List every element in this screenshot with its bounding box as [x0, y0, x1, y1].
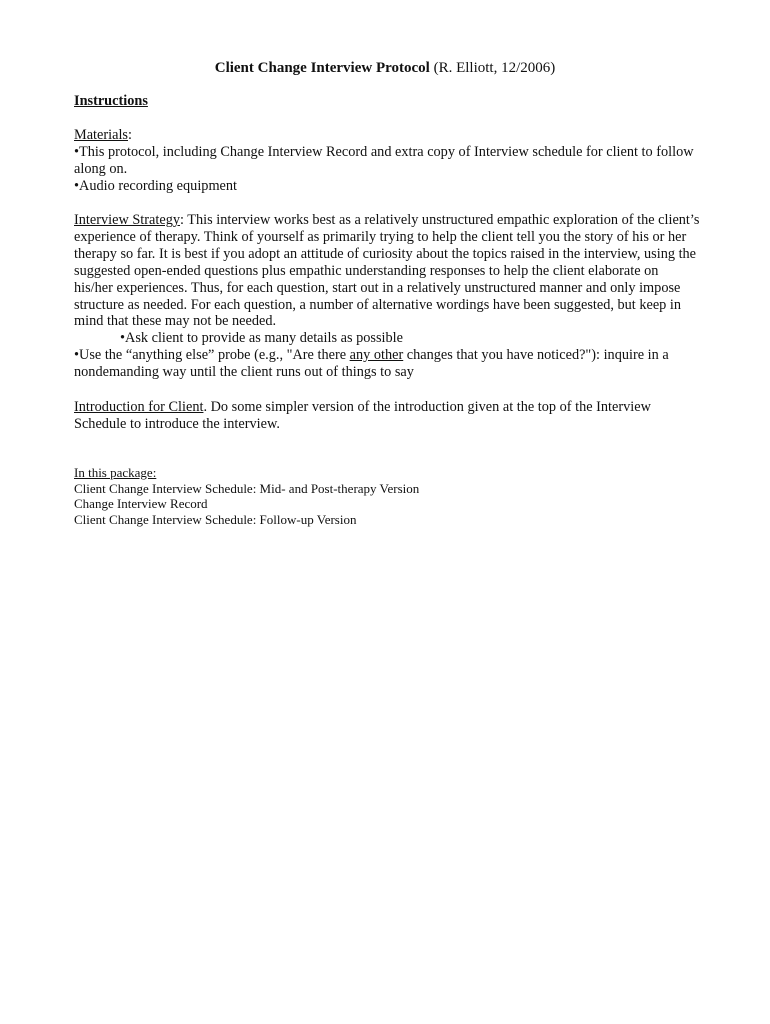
probe-text-after: changes that you have noticed?"): inquire in a nondemanding way until the client runs out of things to say [74, 347, 669, 381]
package-section [74, 465, 700, 527]
strategy-bullet-anything-else [74, 347, 700, 381]
materials-label: Materials [74, 127, 128, 143]
materials-section [74, 127, 700, 195]
probe-text-underlined: any other [349, 347, 404, 364]
title-author-date: (R. Elliott, 12/2006) [429, 60, 556, 76]
strategy-paragraph [74, 212, 700, 330]
strategy-label: Interview Strategy [74, 212, 180, 228]
probe-text-before: •Use the “anything else” probe (e.g., "Are there [74, 347, 350, 364]
title-main: Client Change Interview Protocol [214, 60, 430, 76]
package-item: Change Interview Record [74, 496, 208, 512]
materials-label-line [74, 127, 700, 144]
materials-item-2: •Audio recording equipment [74, 177, 238, 194]
package-item: Client Change Interview Schedule: Follow-up Version [74, 511, 357, 527]
package-label: In this package: [74, 465, 157, 480]
document-title [0, 59, 770, 77]
materials-colon: : [128, 127, 132, 143]
introduction-paragraph [74, 399, 700, 433]
materials-item-1: •This protocol, including Change Interview Record and extra copy of Interview schedule for client to follow along on. [74, 143, 694, 177]
strategy-bullet-details: •Ask client to provide as many details as possible [120, 330, 403, 347]
instructions-heading: Instructions [74, 93, 148, 109]
introduction-text: . Do some simpler version of the introduction given at the top of the Interview Schedule to introduce the interview. [74, 399, 651, 432]
strategy-text: : This interview works best as a relatively unstructured empathic exploration of the client’s experience of therapy. Think of yourself as primarily trying to help the client tell you the story of his or her therapy so far. It is best if you adopt an attitude of curiosity about the topics raised in the interview, using the suggested open-ended questions plus empathic understanding responses to help the client elaborate on his/her experiences. Thus, for each question, start out in a relatively unstructured manner and only impose structure as needed. For each question, a number of alternative wordings have been suggested, but keep in mind that these may not be needed. [74, 212, 700, 330]
introduction-section [74, 399, 700, 433]
package-item: Client Change Interview Schedule: Mid- and Post-therapy Version [74, 480, 420, 496]
introduction-label: Introduction for Client [74, 399, 204, 415]
strategy-section [74, 212, 700, 381]
